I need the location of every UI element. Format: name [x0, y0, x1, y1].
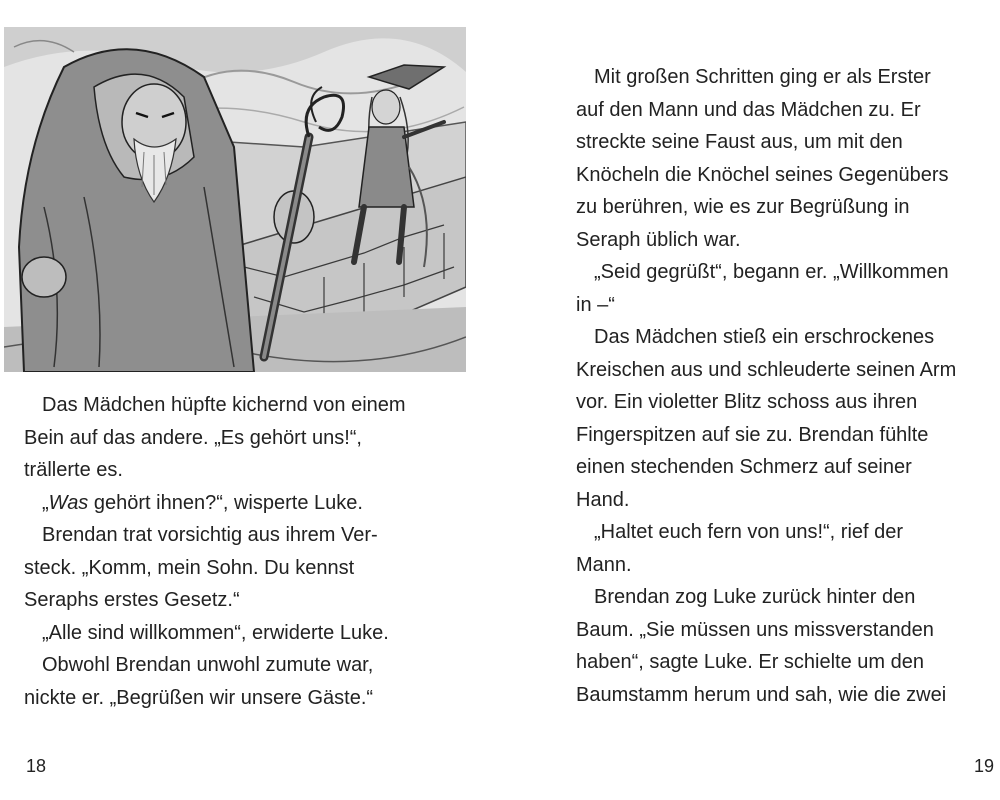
text-line: Bein auf das andere. „Es gehört uns!“,	[24, 426, 362, 449]
text-line: steck. „Komm, mein Sohn. Du kennst	[24, 556, 355, 579]
text-line: Obwohl Brendan unwohl zumute war,	[42, 654, 374, 676]
text-line	[24, 487, 474, 520]
text-line: haben“, sagte Luke. Er schielte um den	[576, 651, 924, 673]
text-line: einen stechenden Schmerz auf seiner	[576, 456, 912, 478]
text-line: Das Mädchen stieß ein erschrockenes	[594, 326, 935, 348]
text-line: trällerte es.	[24, 459, 123, 481]
text-line: „Haltet euch fern von uns!“, rief der	[594, 521, 904, 543]
text-line: Seraph üblich war.	[576, 228, 741, 251]
text-line: Baumstamm herum und sah, wie die zwei	[576, 683, 947, 706]
text-line: Mann.	[576, 553, 632, 576]
text-line: auf den Mann und das Mädchen zu. Er	[576, 98, 921, 121]
text-line: Mit großen Schritten ging er als Erster	[594, 66, 931, 88]
text-line: Hand.	[576, 488, 630, 511]
text-line: zu berühren, wie es zur Begrüßung in	[576, 196, 910, 218]
right-page	[500, 0, 1000, 800]
page-number-left: 18	[26, 756, 47, 776]
text-line: Seraphs erstes Gesetz.“	[24, 589, 240, 611]
text-line: nickte er. „Begrüßen wir unsere Gäste.“	[24, 686, 374, 709]
text-line: „Seid gegrüßt“, begann er. „Willkommen	[594, 261, 949, 283]
text-line: „Alle sind willkommen“, erwiderte Luke.	[42, 621, 389, 644]
text-line: Fingerspitzen auf sie zu. Brendan fühlte	[576, 423, 929, 446]
text-line: Kreischen aus und schleuderte seinen Arm	[576, 358, 957, 381]
text-line: streckte seine Faust aus, um mit den	[576, 131, 903, 153]
text-line: in –“	[576, 293, 615, 316]
text-line: Brendan zog Luke zurück hinter den	[594, 586, 916, 608]
illustration-drawing	[4, 27, 466, 372]
quote-mark: „	[42, 491, 49, 514]
left-page-text	[24, 389, 474, 714]
text-line: Brendan trat vorsichtig aus ihrem Ver-	[42, 524, 378, 546]
right-page-text	[576, 61, 1000, 711]
text-line: Knöcheln die Knöchel seines Gegenübers	[576, 163, 949, 186]
text-span: gehört ihnen?“, wisperte Luke.	[88, 491, 363, 514]
emphasized-word: Was	[48, 491, 89, 514]
text-line: vor. Ein violetter Blitz schoss aus ihren	[576, 391, 918, 413]
text-line: Baum. „Sie müssen uns missverstanden	[576, 618, 934, 641]
story-illustration	[4, 27, 466, 372]
text-line: Das Mädchen hüpfte kichernd von einem	[42, 394, 406, 416]
page-number-right: 19	[973, 756, 994, 776]
